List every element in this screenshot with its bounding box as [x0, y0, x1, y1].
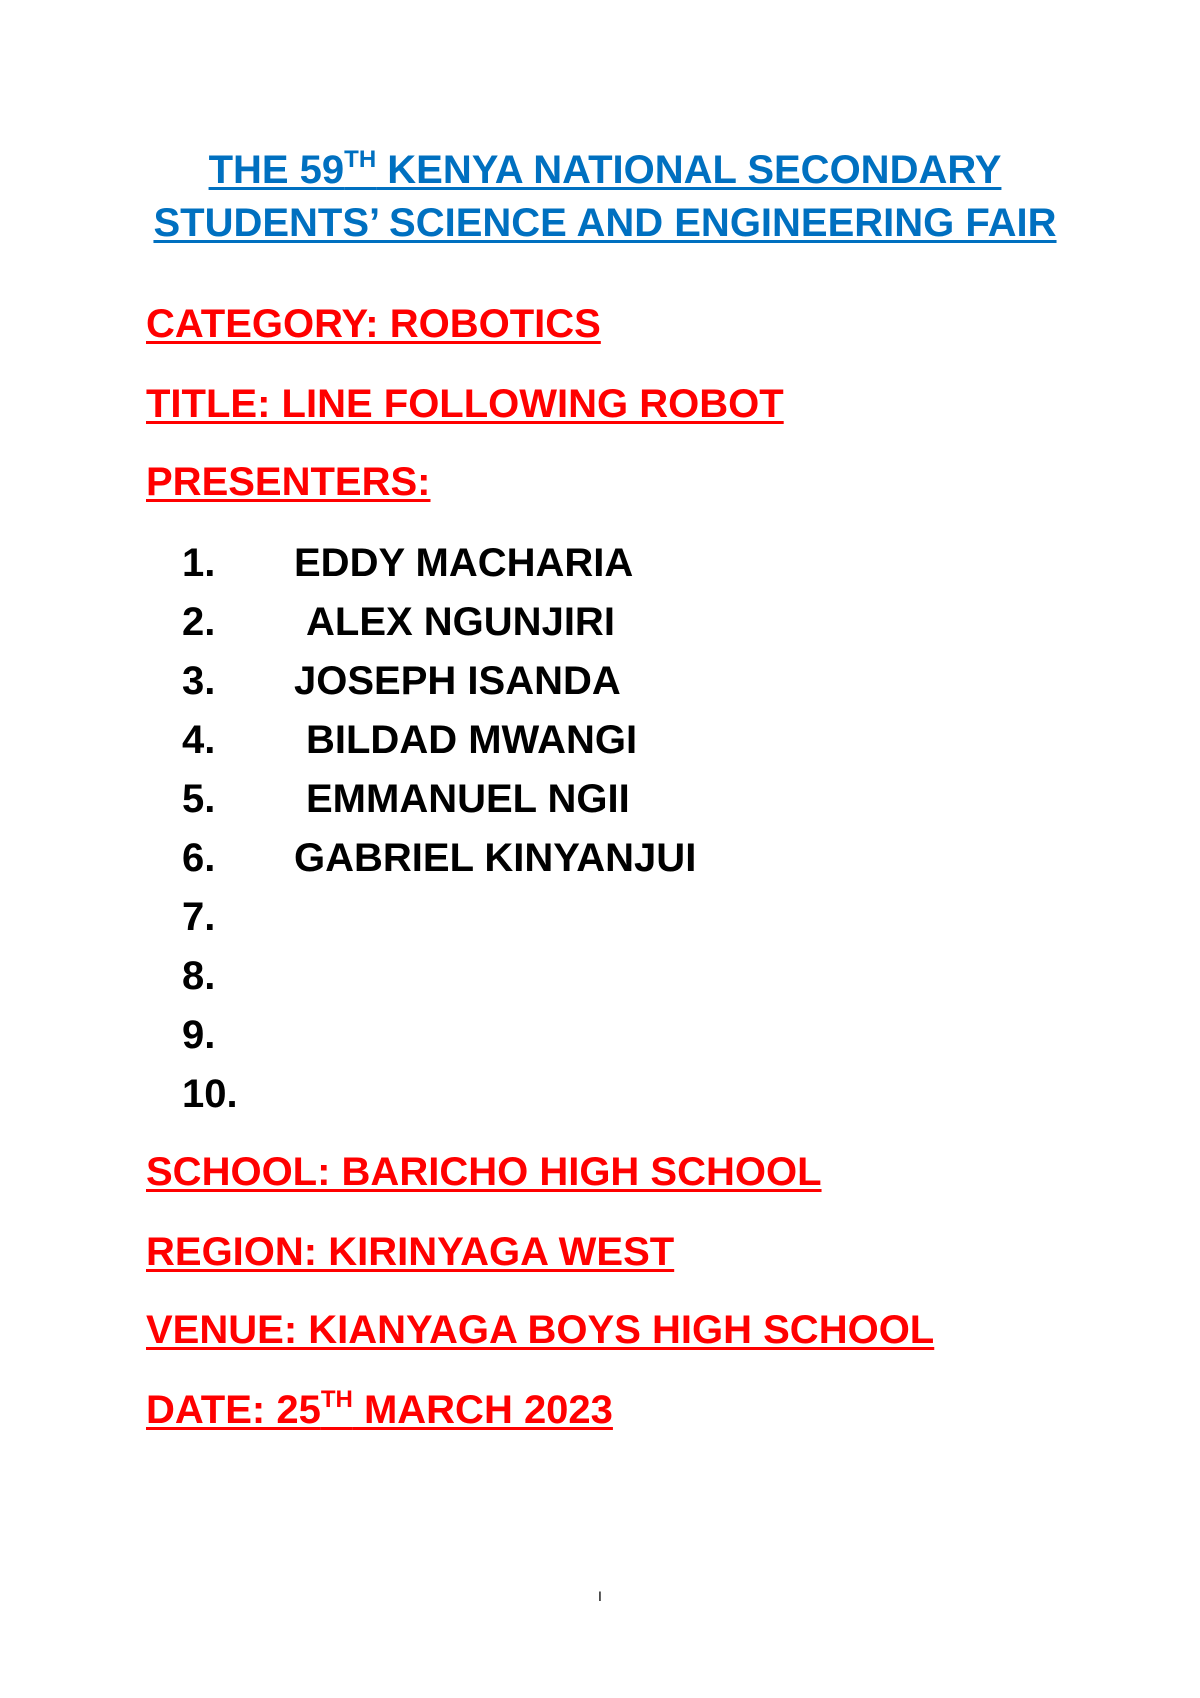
page-number: I [598, 1588, 602, 1604]
date-part2: MARCH 2023 [352, 1388, 613, 1432]
category-line: CATEGORY: ROBOTICS [146, 302, 601, 346]
fair-title [130, 144, 1080, 250]
presenter-number: 7. [182, 895, 216, 939]
date-ordinal: TH [320, 1386, 353, 1413]
presenter-number: 5. [182, 777, 216, 821]
presenter-name: EMMANUEL NGII [306, 777, 630, 821]
school-line: SCHOOL: BARICHO HIGH SCHOOL [146, 1150, 822, 1194]
region-line: REGION: KIRINYAGA WEST [146, 1230, 675, 1274]
presenter-number: 2. [182, 600, 216, 644]
presenter-number: 8. [182, 954, 216, 998]
presenter-number: 9. [182, 1013, 216, 1057]
date-line [146, 1386, 613, 1434]
fair-title-part1: THE 59 [208, 148, 345, 192]
presenter-number: 6. [182, 836, 216, 880]
presenter-name: GABRIEL KINYANJUI [294, 836, 697, 880]
presenter-number: 10. [182, 1072, 238, 1116]
presenters-label: PRESENTERS: [146, 460, 431, 504]
fair-title-part2: KENYA NATIONAL SECONDARY STUDENTS’ SCIENCE AND ENGINEERING FAIR [153, 148, 1057, 245]
presenter-name: ALEX NGUNJIRI [306, 600, 615, 644]
presenter-number: 1. [182, 541, 216, 585]
presenter-number: 4. [182, 718, 216, 762]
venue-line: VENUE: KIANYAGA BOYS HIGH SCHOOL [146, 1308, 935, 1352]
fair-title-ordinal: TH [344, 146, 377, 173]
presenter-name: BILDAD MWANGI [306, 718, 638, 762]
presenter-name: JOSEPH ISANDA [294, 659, 621, 703]
project-title-line: TITLE: LINE FOLLOWING ROBOT [146, 382, 784, 426]
presenter-name: EDDY MACHARIA [294, 541, 634, 585]
date-part1: DATE: 25 [146, 1388, 321, 1432]
presenter-number: 3. [182, 659, 216, 703]
